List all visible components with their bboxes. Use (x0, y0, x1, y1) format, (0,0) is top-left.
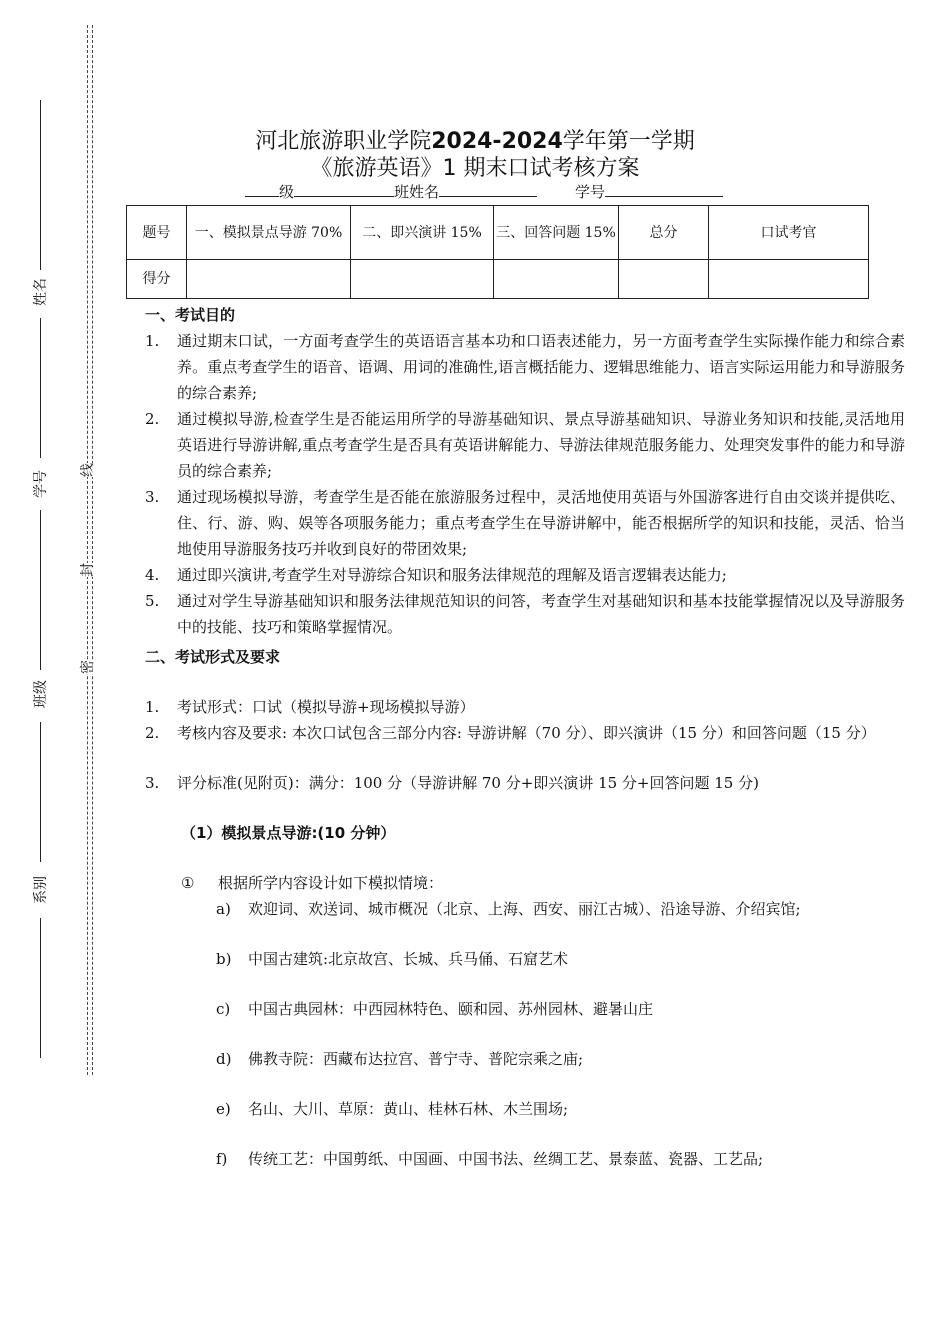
header-cell (351, 206, 494, 260)
item-text: 通过期末口试，一方面考查学生的英语语言基本功和口语表述能力，另一方面考查学生实际操作能力和综合素养。重点考查学生的语音、语调、用词的准确性,语言概括能力、逻辑思维能力、语言实际运用能力和导游服务的综合素养; (177, 332, 905, 402)
item-text: 通过现场模拟导游，考查学生是否能在旅游服务过程中，灵活地使用英语与外国游客进行自由交谈并提供吃、住、行、游、购、娱等各项服务能力；重点考查学生在导游讲解中，能否根据所学的知识和技能，灵活、恰当地使用导游服务技巧并收到良好的带团效果; (177, 488, 905, 558)
list-item (145, 562, 905, 588)
item-number: 5. (145, 592, 160, 610)
scenario-item (145, 996, 905, 1022)
student-id-label: 学号 (33, 470, 49, 498)
page-subtitle: 《旅游英语》1 期末口试考核方案 (310, 156, 640, 181)
list-item (145, 694, 905, 720)
list-item (145, 484, 905, 562)
title-years: 2024-2024 (431, 129, 563, 154)
part-1-title: （1）模拟景点导游:(10 分钟） (181, 824, 396, 842)
scenario-item (145, 1146, 905, 1172)
id-rule (40, 510, 41, 670)
item-number: 3. (145, 488, 160, 506)
title-suffix: 学年第一学期 (562, 129, 695, 154)
seal-char-line: 线 (75, 463, 99, 477)
item-text: 通过即兴演讲,考查学生对导游综合知识和服务法律规范的理解及语言逻辑表达能力; (177, 566, 727, 584)
list-item (145, 720, 905, 746)
scenario-letter: e) (216, 1100, 231, 1118)
list-item (145, 770, 905, 796)
item-number: 2. (145, 410, 160, 428)
class-rule (40, 722, 41, 862)
score-cell[interactable] (709, 260, 869, 299)
item-number: 1. (145, 332, 160, 350)
item-number: 3. (145, 774, 160, 792)
binding-margin (0, 0, 100, 1317)
department-label: 系别 (33, 876, 49, 904)
score-table-header-row (127, 206, 869, 260)
score-cell[interactable] (187, 260, 351, 299)
document-body (145, 302, 905, 1172)
scenario-item (145, 1096, 905, 1122)
header-cell: 口试考官 (709, 206, 869, 260)
grade-blank[interactable] (245, 182, 279, 197)
score-cell[interactable] (619, 260, 709, 299)
class-label: 班级 (33, 680, 49, 708)
scenario-text: 传统工艺：中国剪纸、中国画、中国书法、丝绸工艺、景泰蓝、瓷器、工艺品; (248, 1150, 764, 1168)
header-cell: 题号 (127, 206, 187, 260)
name-label: 姓名 (33, 278, 49, 306)
scenario-item (145, 946, 905, 972)
header-cell (494, 206, 619, 260)
score-cell[interactable] (494, 260, 619, 299)
name-blank[interactable] (439, 182, 537, 197)
student-id-blank[interactable] (605, 182, 723, 197)
score-table (126, 205, 869, 299)
seal-line (87, 25, 93, 1075)
header-cell-text: 三、回答问题 15% (496, 224, 616, 241)
item-text: 考核内容及要求: 本次口试包含三部分内容: 导游讲解（70 分）、即兴演讲（15 分）和回答问题（15 分） (177, 724, 876, 742)
circle-item (145, 870, 905, 896)
score-table-score-row (127, 260, 869, 299)
list-item (145, 588, 905, 640)
item-number: 4. (145, 566, 160, 584)
scenario-text: 佛教寺院：西藏布达拉宫、普宁寺、普陀宗乘之庙; (248, 1050, 584, 1068)
header-cell (187, 206, 351, 260)
dept-rule (40, 918, 41, 1058)
student-id-label-top: 学号 (575, 183, 606, 201)
header-cell: 总分 (619, 206, 709, 260)
section-2-title: 二、考试形式及要求 (145, 648, 281, 666)
list-item (145, 406, 905, 484)
circle-text: 根据所学内容设计如下模拟情境： (218, 874, 444, 892)
header-cell-text: 二、即兴演讲 15% (362, 224, 482, 241)
item-number: 2. (145, 724, 160, 742)
scenario-text: 中国古建筑:北京故宫、长城、兵马俑、石窟艺术 (248, 950, 569, 968)
scenario-letter: c) (216, 1000, 231, 1018)
list-item (145, 328, 905, 406)
class-blank[interactable] (294, 182, 394, 197)
class-name-label: 班姓名 (394, 183, 440, 201)
scenario-letter: b) (216, 950, 232, 968)
scenario-text: 欢迎词、欢送词、城市概况（北京、上海、西安、丽江古城）、沿途导游、介绍宾馆; (248, 900, 801, 918)
item-number: 1. (145, 698, 160, 716)
scenario-item (145, 1046, 905, 1072)
item-text: 通过模拟导游,检查学生是否能运用所学的导游基础知识、景点导游基础知识、导游业务知识和技能,灵活地用英语进行导游讲解,重点考查学生是否具有英语讲解能力、导游法律规范服务能力、处理突发事件的能力和导游员的综合素养; (177, 410, 905, 480)
score-cell[interactable] (351, 260, 494, 299)
header-cell-text: 一、模拟景点导游 70% (194, 224, 343, 241)
scenario-letter: a) (216, 900, 231, 918)
name-rule-2 (40, 318, 41, 458)
title-prefix: 河北旅游职业学院 (255, 129, 432, 154)
grade-label: 级 (279, 183, 295, 201)
circle-number: ① (181, 874, 195, 892)
scenario-letter: f) (216, 1150, 228, 1168)
score-row-label: 得分 (127, 260, 187, 299)
item-text: 考试形式：口试（模拟导游+现场模拟导游） (177, 698, 475, 716)
scenario-item (145, 896, 905, 922)
student-info-line (245, 181, 723, 202)
item-text: 评分标准(见附页)：满分：100 分（导游讲解 70 分+即兴演讲 15 分+回答问题 15 分) (177, 774, 759, 792)
section-1-title: 一、考试目的 (145, 306, 236, 324)
scenario-text: 中国古典园林：中西园林特色、颐和园、苏州园林、避暑山庄 (248, 1000, 654, 1018)
seal-char-mi: 密 (75, 660, 99, 674)
scenario-letter: d) (216, 1050, 232, 1068)
item-text: 通过对学生导游基础知识和服务法律规范知识的问答，考查学生对基础知识和基本技能掌握情况以及导游服务中的技能、技巧和策略掌握情况。 (177, 592, 905, 636)
seal-char-feng: 封 (75, 563, 99, 577)
scenario-text: 名山、大川、草原：黄山、桂林石林、木兰围场; (248, 1100, 569, 1118)
